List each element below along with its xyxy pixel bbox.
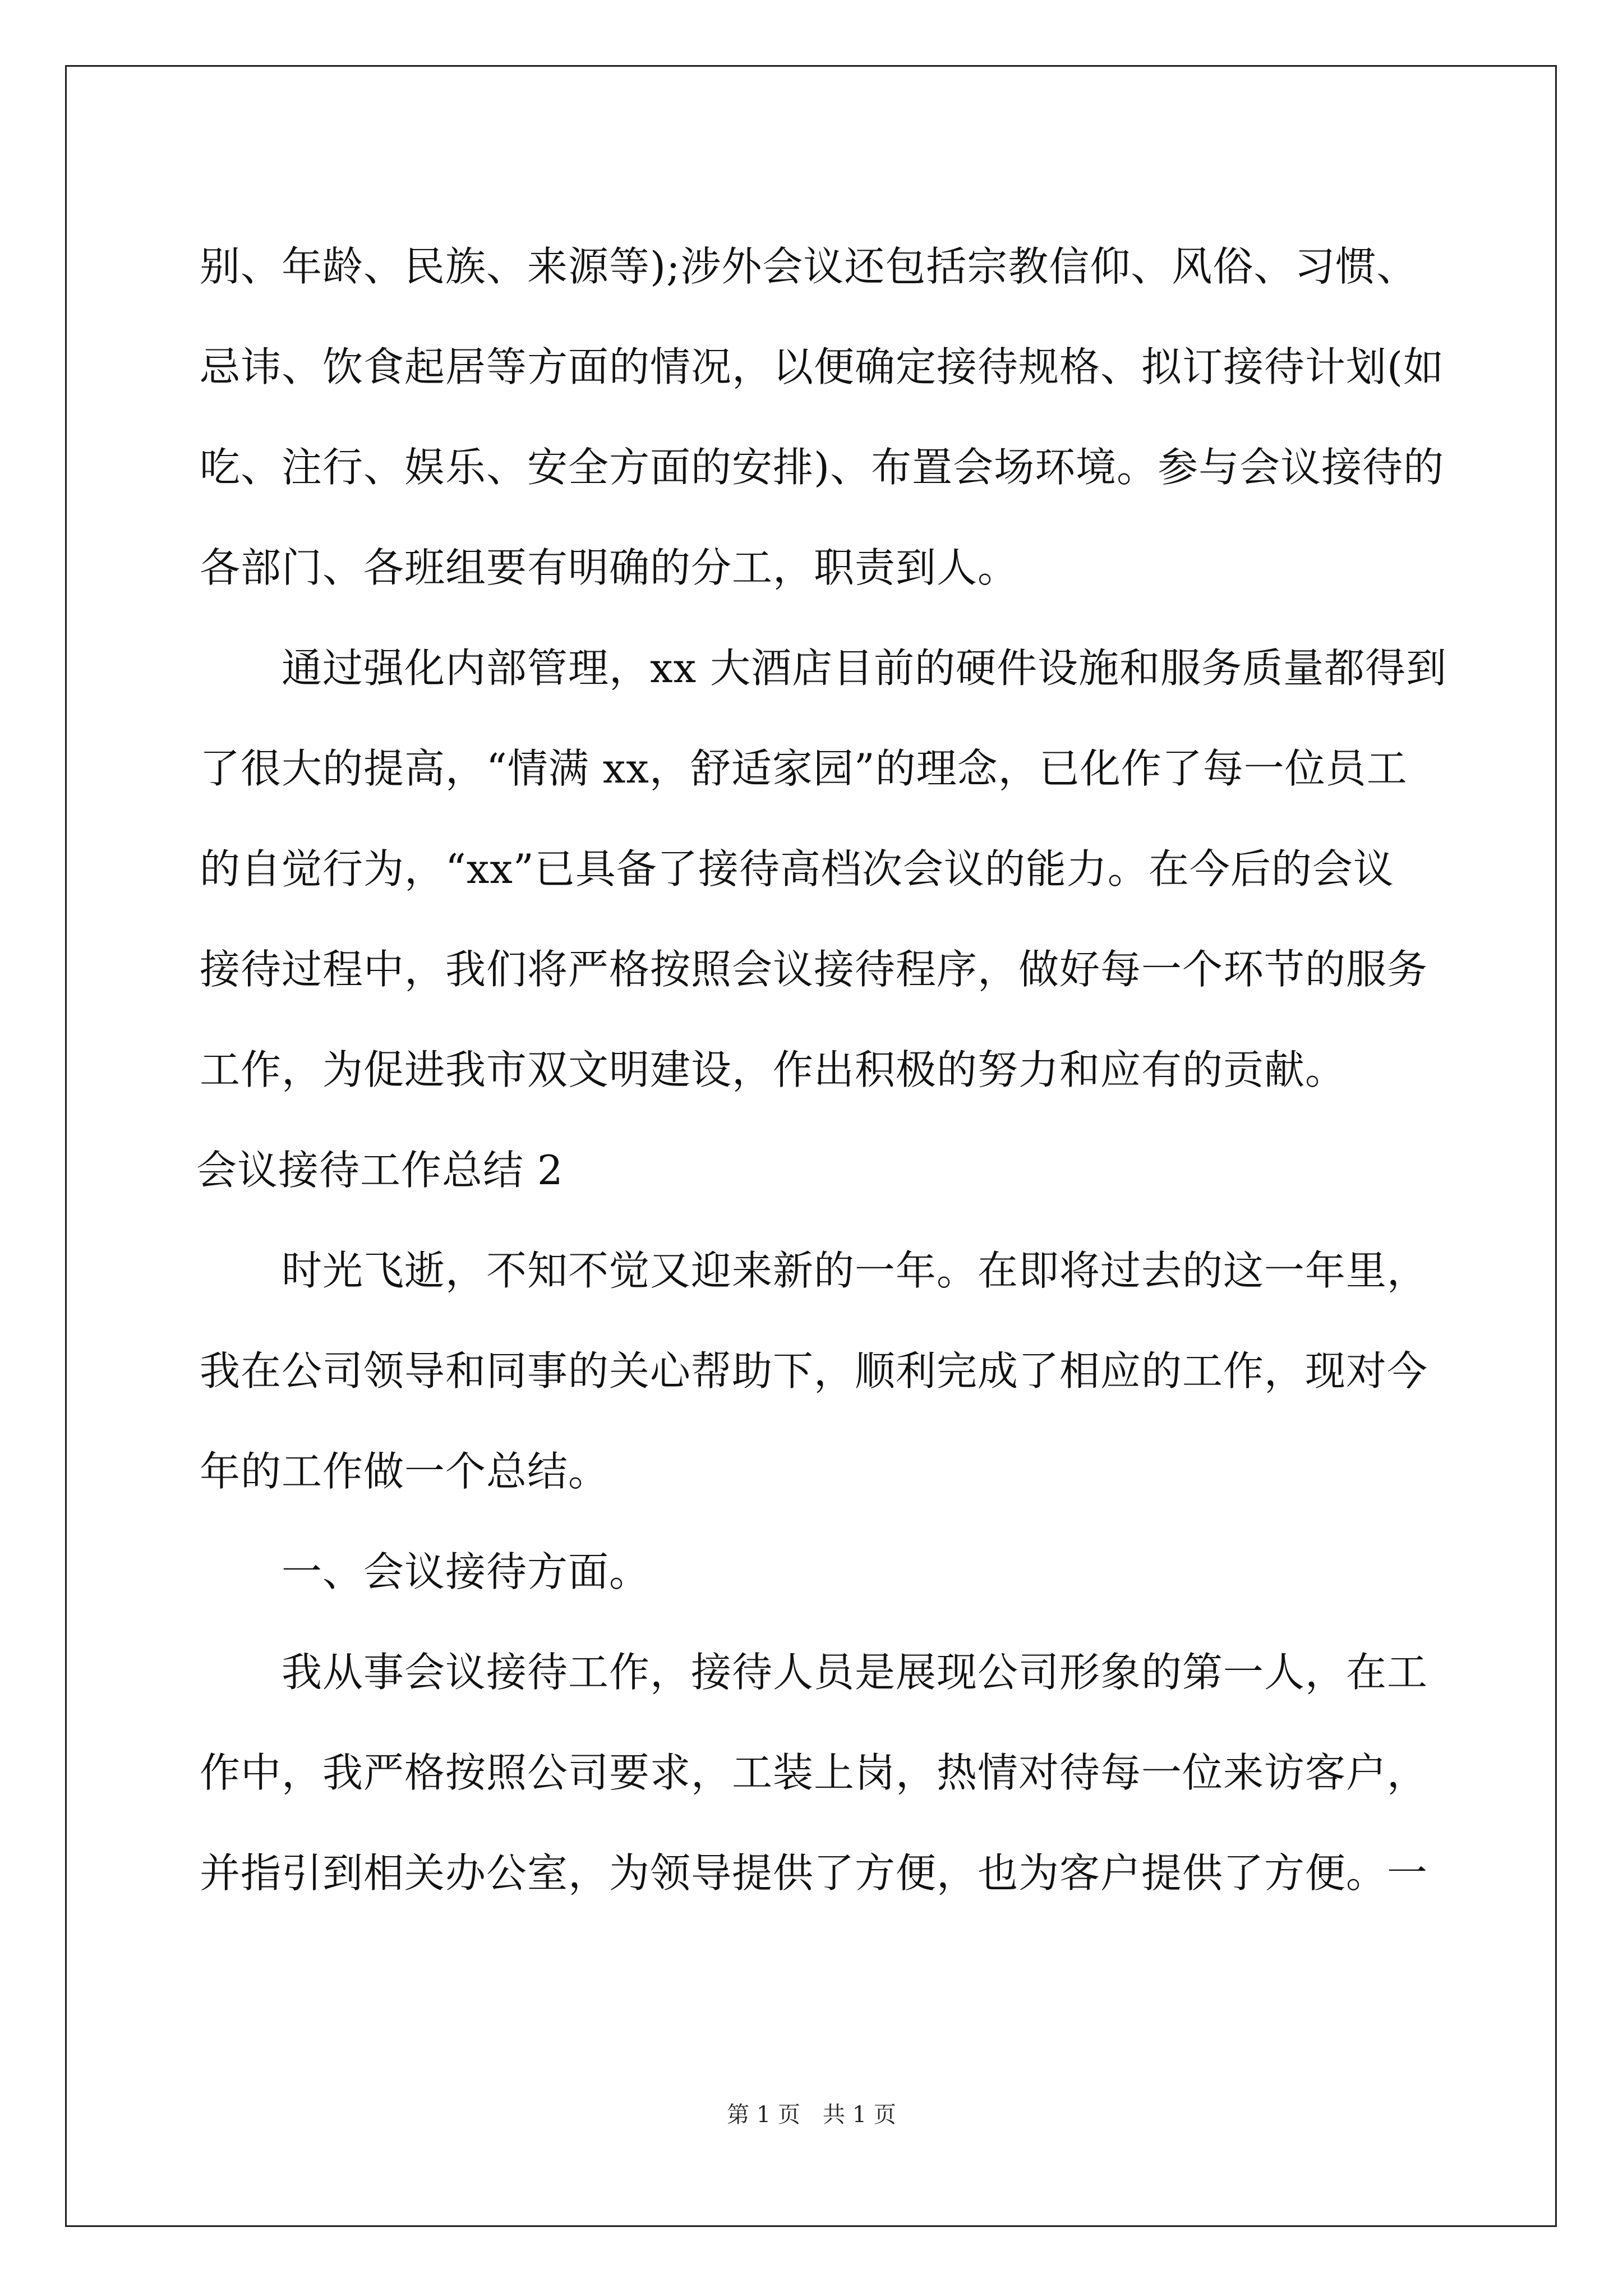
text-line: 作中，我严格按照公司要求，工装上岗，热情对待每一位来访客户， [200, 1749, 1428, 1796]
page-footer: 第 1 页 共 1 页 [727, 2102, 896, 2128]
text-line: 一、会议接待方面。 [200, 1548, 651, 1595]
document-body [196, 217, 1447, 1924]
text-line: 通过强化内部管理，xx 大酒店目前的硬件设施和服务质量都得到 [200, 645, 1447, 692]
text-line: 我在公司领导和同事的关心帮助下，顺利完成了相应的工作，现对今 [200, 1347, 1428, 1395]
text-line: 接待过程中，我们将严格按照会议接待程序，做好每一个环节的服务 [200, 946, 1428, 993]
text-line: 年的工作做一个总结。 [200, 1448, 610, 1495]
text-line: 工作，为促进我市双文明建设，作出积极的努力和应有的贡献。 [200, 1046, 1347, 1093]
text-line: 忌讳、饮食起居等方面的情况，以便确定接待规格、拟订接待计划(如 [200, 343, 1445, 390]
text-line: 并指引到相关办公室，为领导提供了方便，也为客户提供了方便。一 [200, 1849, 1428, 1897]
text-line: 了很大的提高，“情满 xx，舒适家园”的理念，已化作了每一位员工 [200, 745, 1408, 792]
section-heading: 会议接待工作总结 2 [196, 1147, 564, 1194]
text-line: 我从事会议接待工作，接待人员是展现公司形象的第一人，在工 [200, 1649, 1428, 1696]
text-line: 吃、注行、娱乐、安全方面的安排)、布置会场环境。参与会议接待的 [200, 444, 1445, 491]
text-line: 各部门、各班组要有明确的分工，职责到人。 [200, 544, 1019, 591]
text-line: 时光飞逝，不知不觉又迎来新的一年。在即将过去的这一年里， [200, 1247, 1428, 1294]
text-line: 的自觉行为，“xx”已具备了接待高档次会议的能力。在今后的会议 [200, 845, 1394, 892]
text-line: 别、年龄、民族、来源等);涉外会议还包括宗教信仰、风俗、习惯、 [200, 243, 1418, 290]
